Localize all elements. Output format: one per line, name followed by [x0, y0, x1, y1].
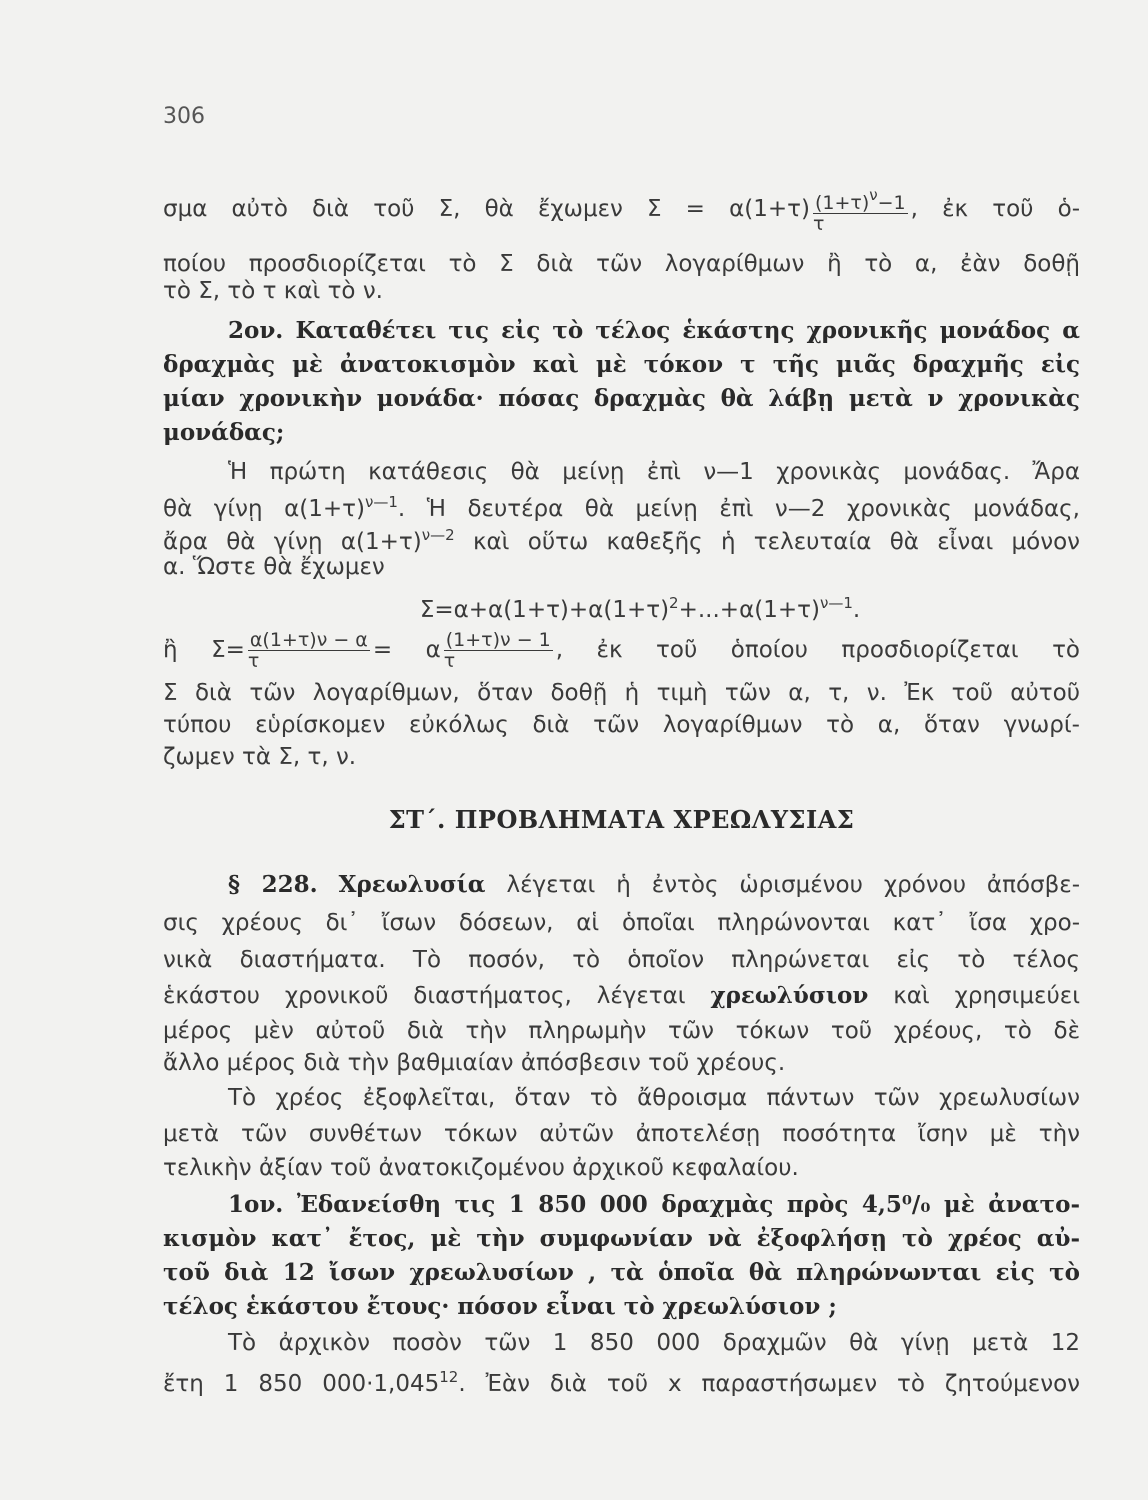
text-line — [228, 870, 1080, 900]
exponent: ν — [869, 186, 878, 204]
text-line: Τὸ ἀρχικὸν ποσὸν τῶν 1 850 000 δραχμῶν θὰ γίνῃ μετὰ 12 — [228, 1330, 1080, 1356]
fraction-numerator: (1+τ)ν − 1 — [445, 629, 551, 651]
text-line: νικὰ διαστήματα. Τὸ ποσόν, τὸ ὁποῖον πληρώνεται εἰς τὸ τέλος — [163, 947, 1080, 973]
text-span: ἔτη 1 850 000·1,045 — [163, 1371, 440, 1397]
text-line: τελικὴν ἀξίαν τοῦ ἀνατοκιζομένου ἀρχικοῦ κεφαλαίου. — [163, 1155, 799, 1181]
fraction-denominator: τ — [812, 213, 825, 235]
text-span: καὶ χρησιμεύει — [893, 983, 1080, 1009]
text-span: λέγεται ἡ ἐντὸς ὡρισμένου χρόνου ἀπόσβε- — [506, 872, 1081, 898]
text-span: . Ἐὰν διὰ τοῦ x παραστήσωμεν τὸ ζητούμενον — [458, 1371, 1080, 1397]
equation — [300, 588, 980, 625]
text-line: Τὸ χρέος ἐξοφλεῖται, ὅταν τὸ ἄθροισμα πάντων τῶν χρεωλυσίων — [228, 1085, 1080, 1111]
text-span: = α — [372, 637, 441, 663]
text-line — [163, 185, 1080, 234]
text-line: 2ον. Καταθέτει τις εἰς τὸ τέλος ἑκάστης χρονικῆς μονάδος α — [228, 317, 1080, 344]
section-heading: ΣΤ΄. ΠΡΟΒΛΗΜΑΤΑ ΧΡΕΩΛΥΣΙΑΣ — [388, 805, 855, 834]
exponent: 12 — [439, 1368, 459, 1386]
text-line: α. Ὥστε θὰ ἔχωμεν — [163, 554, 385, 580]
fraction-numerator-tail: −1 — [877, 192, 906, 214]
page-number: 306 — [163, 104, 205, 129]
text-line: μέρος μὲν αὐτοῦ διὰ τὴν πληρωμὴν τῶν τόκων τοῦ χρέους, τὸ δὲ — [163, 1018, 1080, 1044]
text-span: +...+α(1+τ) — [678, 597, 820, 623]
text-line: τὸ Σ, τὸ τ καὶ τὸ ν. — [163, 278, 383, 304]
text-span: σμα αὐτὸ διὰ τοῦ Σ, θὰ ἔχωμεν Σ = α(1+τ) — [163, 196, 810, 222]
fraction — [444, 630, 553, 671]
fraction — [248, 630, 370, 671]
text-span: ἑκάστου χρονικοῦ διαστήματος, λέγεται — [163, 983, 686, 1009]
text-line: μετὰ τῶν συνθέτων τόκων αὐτῶν ἀποτελέσῃ ποσότητα ἴσην μὲ τὴν — [163, 1121, 1080, 1147]
text-line — [163, 981, 1080, 1011]
text-line: μίαν χρονικὴν μονάδα· πόσας δραχμὰς θὰ λάβῃ μετὰ ν χρονικὰς — [163, 385, 1080, 412]
text-line: ἄλλο μέρος διὰ τὴν βαθμιαίαν ἀπόσβεσιν τοῦ χρέους. — [163, 1050, 786, 1076]
text-line: σις χρέους δι᾽ ἴσων δόσεων, αἱ ὁποῖαι πληρώνονται κατ᾽ ἴσα χρο- — [163, 910, 1080, 936]
exponent: 2 — [669, 594, 679, 612]
fraction — [813, 185, 908, 234]
text-span: ἢ Σ= — [163, 637, 245, 663]
text-line: ζωμεν τὰ Σ, τ, ν. — [163, 744, 357, 770]
text-line: Ἡ πρώτη κατάθεσις θὰ μείνῃ ἐπὶ ν—1 χρονικὰς μονάδας. Ἄρα — [228, 459, 1080, 485]
text-span: , ἐκ τοῦ ὁ- — [910, 196, 1080, 222]
text-line: δραχμὰς μὲ ἀνατοκισμὸν καὶ μὲ τόκον τ τῆς μιᾶς δραχμῆς εἰς — [163, 351, 1080, 378]
fraction-numerator: (1+τ) — [814, 192, 870, 214]
text-span: καὶ οὕτω καθεξῆς ἡ τελευταία θὰ εἶναι μόνον — [454, 529, 1080, 555]
fraction-numerator: α(1+τ)ν − α — [249, 629, 368, 651]
section-number: § 228. — [228, 871, 318, 898]
fraction-denominator: τ — [247, 650, 260, 672]
text-span: θὰ γίνῃ α(1+τ) — [163, 496, 365, 522]
text-line: ποίου προσδιορίζεται τὸ Σ διὰ τῶν λογαρίθμων ἢ τὸ α, ἐὰν δοθῇ — [163, 251, 1080, 277]
text-span: . Ἡ δευτέρα θὰ μείνῃ ἐπὶ ν—2 χρονικὰς μονάδας, — [397, 496, 1080, 522]
text-line: τέλος ἑκάστου ἔτους· πόσον εἶναι τὸ χρεωλύσιον ; — [163, 1293, 837, 1320]
text-line: τοῦ διὰ 12 ἴσων χρεωλυσίων , τὰ ὁποῖα θὰ πληρώνωνται εἰς τὸ — [163, 1259, 1080, 1286]
exponent: ν—2 — [421, 526, 455, 544]
text-line: τύπου εὑρίσκομεν εὐκόλως διὰ τῶν λογαρίθμων τὸ α, ὅταν γνωρί- — [163, 712, 1080, 738]
exponent: ν—1 — [819, 594, 853, 612]
defined-term: χρεωλύσιον — [710, 982, 869, 1009]
text-line — [163, 487, 1080, 524]
text-span: , ἐκ τοῦ ὁποίου προσδιορίζεται τὸ — [555, 637, 1080, 663]
equation-line — [163, 630, 1080, 671]
text-line: Σ διὰ τῶν λογαρίθμων, ὅταν δοθῇ ἡ τιμὴ τῶν α, τ, ν. Ἐκ τοῦ αὐτοῦ — [163, 680, 1080, 706]
text-line — [163, 1362, 1080, 1399]
text-line: 1ον. Ἐδανείσθη τις 1 850 000 δραχμὰς πρὸς 4,5⁰/₀ μὲ ἀνατο- — [228, 1191, 1080, 1218]
text-span: . — [852, 597, 861, 623]
text-span: Σ=α+α(1+τ)+α(1+τ) — [419, 597, 670, 623]
defined-term: Χρεωλυσία — [338, 871, 486, 898]
fraction-denominator: τ — [443, 650, 456, 672]
text-line: μονάδας; — [163, 419, 285, 446]
text-line: κισμὸν κατ᾽ ἔτος, μὲ τὴν συμφωνίαν νὰ ἐξοφλήσῃ τὸ χρέος αὐ- — [163, 1225, 1080, 1252]
text-span: ἄρα θὰ γίνῃ α(1+τ) — [163, 529, 422, 555]
exponent: ν—1 — [364, 493, 398, 511]
